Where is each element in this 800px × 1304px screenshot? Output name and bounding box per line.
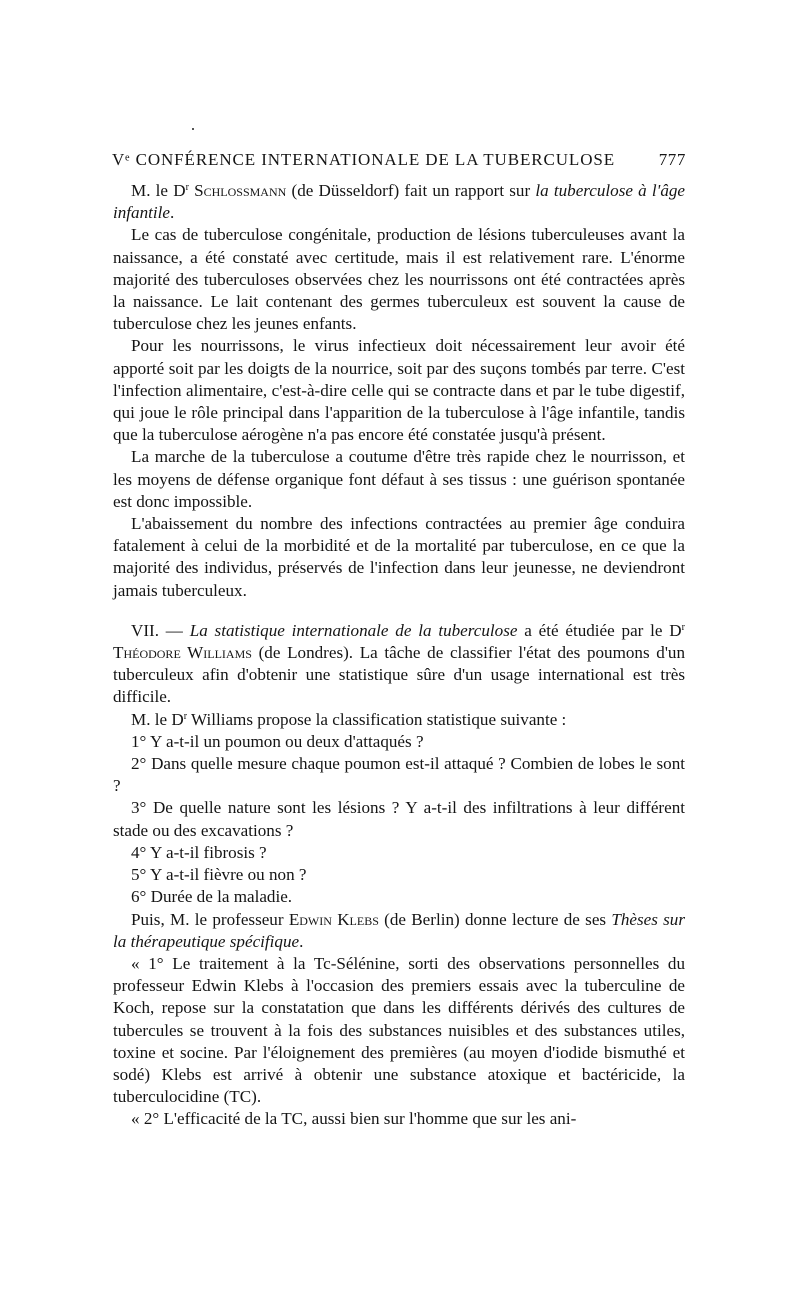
- author-name: Théodore Williams: [113, 643, 252, 663]
- running-header: [112, 150, 686, 170]
- list-item: 6° Durée de la maladie.: [131, 887, 293, 907]
- paragraph: La marche de la tuberculose a coutume d'être très rapide chez le nourrisson, et les moyens de défense organique font défaut à ses tissus : une guérison spontanée est donc impossible.: [113, 447, 685, 511]
- list-item: 2° Dans quelle mesure chaque poumon est-il attaqué ? Combien de lobes le sont ?: [113, 754, 685, 796]
- paragraph: Pour les nourrissons, le virus infectieux doit nécessairement leur avoir été apporté soit par les doigts de la nourrice, soit par des suçons tombés par terre. C'est l'infection alimentaire, c'est-à-dire celle qui se contracte dans et par le tube digestif, qui joue le rôle principal dans l'apparition de la tuberculose à l'âge infantile, tandis que la tuberculose aérogène n'a pas encore été constatée jusqu'à présent.: [113, 336, 685, 445]
- paragraph-klebs: Puis, M. le professeur Edwin Klebs (de Berlin) donne lecture de ses Thèses sur la thérapeutique spécifique.: [113, 909, 685, 951]
- page-body: [113, 180, 685, 1131]
- list-item: 3° De quelle nature sont les lésions ? Y a-t-il des infiltrations à leur différent stade ou des excavations ?: [113, 798, 685, 840]
- paragraph: L'abaissement du nombre des infections contractées au premier âge conduira fatalement à celui de la morbidité et de la mortalité par tuberculose, en ce que la majorité des individus, préservés de l'infection dans leur jeunesse, ne deviendront jamais tuberculeux.: [113, 514, 685, 600]
- paragraph: Le cas de tuberculose congénitale, production de lésions tuberculeuses avant la naissance, a été constaté avec certitude, mais il est relativement rare. L'énorme majorité des tuberculoses observées chez les nourrissons ont été contractées après la naissance. Le lait contenant des germes tuberculeux est souvent la cause de tuberculose chez les jeunes enfants.: [113, 225, 685, 334]
- print-speck: [192, 128, 194, 130]
- list-item: 4° Y a-t-il fibrosis ?: [131, 842, 267, 862]
- paragraph-schlossmann: M. le $D^r$ Schlossmann (de Düsseldorf) fait un rapport sur la tuberculose à l'âge infantile.: [113, 181, 685, 223]
- author-name: Edwin Klebs: [288, 909, 379, 929]
- paragraph: M. le $D^r$ Williams propose la classification statistique suivante :: [131, 709, 567, 729]
- page-number: 777: [658, 150, 686, 169]
- thesis-title: Thèses sur la thérapeutique spécifique: [113, 909, 685, 951]
- author-name: Schlossmann: [194, 181, 287, 200]
- report-title: la tuberculose à l'âge infantile: [113, 181, 685, 223]
- running-title: Vᵉ CONFÉRENCE INTERNATIONALE DE LA TUBERCULOSE: [112, 150, 616, 169]
- list-item: 1° Y a-t-il un poumon ou deux d'attaqués ?: [131, 731, 424, 751]
- quote-paragraph: « 2° L'efficacité de la TC, aussi bien sur l'homme que sur les ani-: [131, 1109, 577, 1129]
- quote-paragraph: « 1° Le traitement à la Tc-Sélénine, sorti des observations personnelles du professeur Edwin Klebs à l'occasion des premiers essais avec la tuberculine de Koch, repose sur la constatation que dans les différents dérivés des cultures de tubercules se trouvent à la fois des substances nuisibles et des substances utiles, toxine et socine. Par l'éloignement des premières (au moyen d'iodide bismuthé et sodé) Klebs est arrivé à obtenir une substance atoxique et bactéricide, la tuberculocidine (TC).: [113, 953, 685, 1107]
- section-title: La statistique internationale de la tuberculose: [189, 620, 518, 640]
- section-vii: VII. — La statistique internationale de la tuberculose a été étudiée par le $D^r$ Théodore Williams (de Londres). La tâche de classifier l'état des poumons d'un tuberculeux afin d'obtenir une statistique sûre d'un usage international est très difficile.: [113, 620, 686, 707]
- list-item: 5° Y a-t-il fièvre ou non ?: [131, 865, 307, 885]
